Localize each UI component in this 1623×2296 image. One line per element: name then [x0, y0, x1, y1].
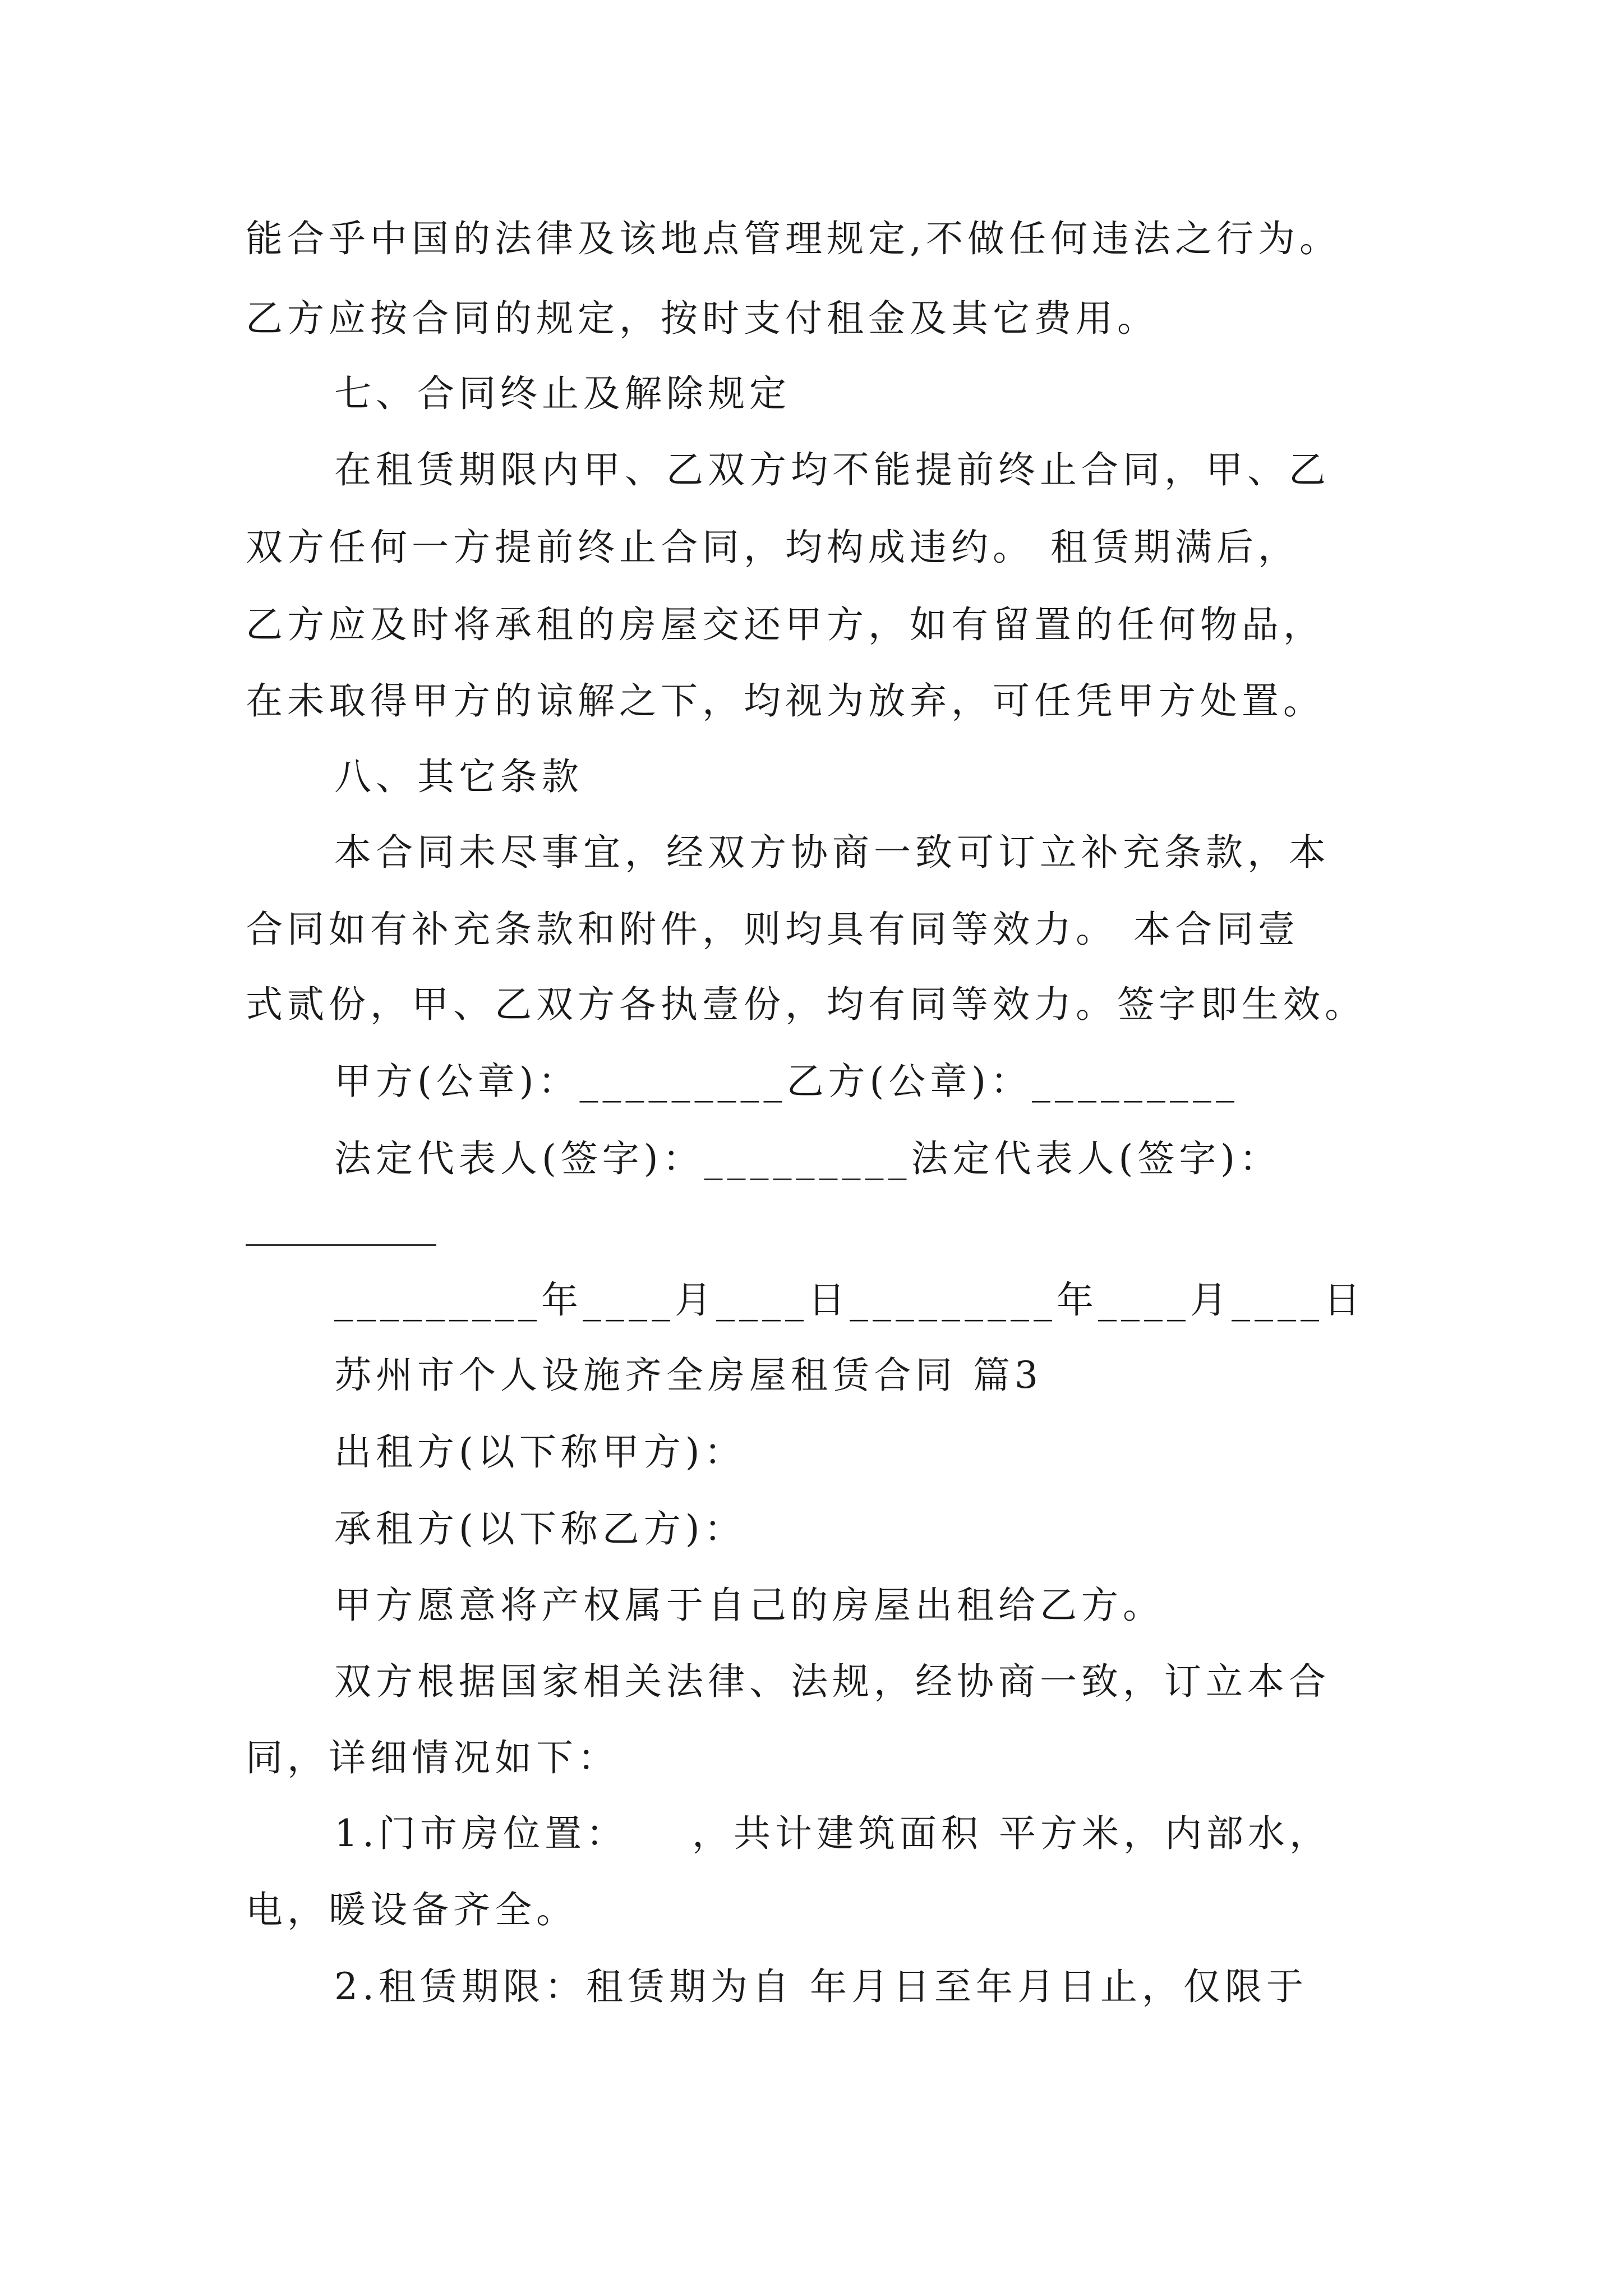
signature-line: 甲方(公章)：_________乙方(公章)：_________ [334, 1060, 1239, 1103]
text-line: 在未取得甲方的谅解之下，均视为放弃，可任凭甲方处置。 [246, 679, 1325, 723]
text-line: 本合同未尽事宜，经双方协商一致可订立补充条款，本 [334, 831, 1330, 874]
text-line: 2.租赁期限：租赁期为自 年月日至年月日止，仅限于 [334, 1965, 1308, 2008]
text-line: 承租方(以下称乙方)： [334, 1507, 746, 1550]
text-line: 双方根据国家相关法律、法规，经协商一致，订立本合 [334, 1660, 1330, 1703]
text-line: 双方任何一方提前终止合同，均构成违约。 租赁期满后， [246, 526, 1299, 569]
date-line: _________年____月____日_________年____月____日 [334, 1278, 1365, 1322]
text-line: 能合乎中国的法律及该地点管理规定,不做任何违法之行为。 [246, 217, 1341, 260]
section-heading: 七、合同终止及解除规定 [334, 372, 791, 415]
text-line: 出租方(以下称甲方)： [334, 1430, 746, 1474]
signature-line: 法定代表人(签字)：_________法定代表人(签字)： [334, 1137, 1281, 1180]
text-line: 甲方愿意将产权属于自己的房屋出租给乙方。 [334, 1584, 1164, 1627]
text-line: 1.门市房位置： ，共计建筑面积 平方米，内部水， [334, 1812, 1331, 1855]
text-line: 乙方应按合同的规定，按时支付租金及其它费用。 [246, 297, 1159, 340]
section-heading: 八、其它条款 [334, 755, 583, 798]
text-line: 在租赁期限内甲、乙双方均不能提前终止合同，甲、乙 [334, 448, 1330, 491]
text-line: 式贰份，甲、乙双方各执壹份，均有同等效力。签字即生效。 [246, 983, 1366, 1026]
text-line: 电，暖设备齐全。 [246, 1888, 578, 1931]
text-line: 同，详细情况如下： [246, 1736, 619, 1779]
text-line: 合同如有补充条款和附件，则均具有同等效力。 本合同壹 [246, 908, 1299, 951]
document-title: 苏州市个人设施齐全房屋租赁合同 篇3 [334, 1354, 1043, 1397]
text-line: 乙方应及时将承租的房屋交还甲方，如有留置的任何物品， [246, 603, 1325, 646]
signature-underline [246, 1244, 436, 1246]
